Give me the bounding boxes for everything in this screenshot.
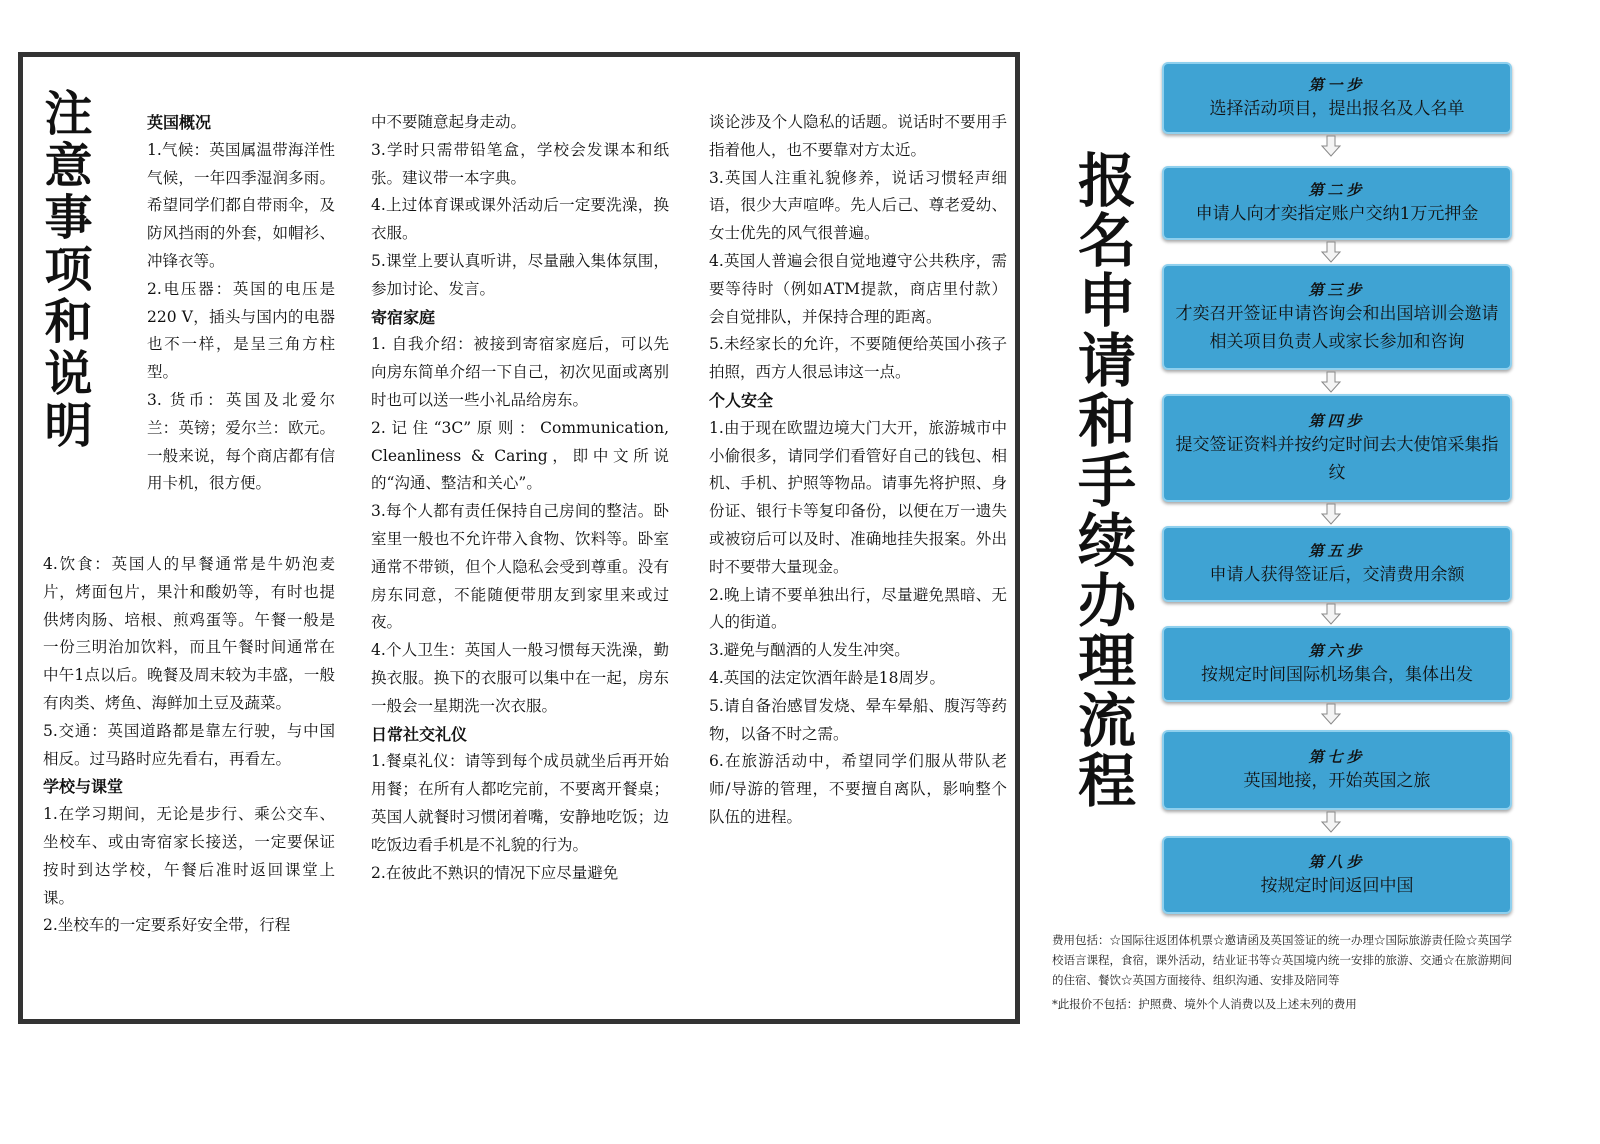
note-paragraph: 1.在学习期间，无论是步行、乘公交车、坐校车、或由寄宿家长接送，一定要保证按时到达学校，午餐后准时返回课堂上课。 <box>43 805 335 907</box>
step-label: 第六步 <box>1308 641 1366 660</box>
step-label: 第八步 <box>1308 852 1366 871</box>
step-label: 第二步 <box>1308 180 1366 199</box>
note-paragraph: 4.英国人普遍会很自觉地遵守公共秩序，需要等待时（例如ATM提款，商店里付款）会自觉排队，并保持合理的距离。 <box>709 251 1007 326</box>
notes-column-3 <box>709 109 1007 832</box>
note-paragraph: 6.在旅游活动中，希望同学们服从带队老师/导游的管理，不要擅自离队，影响整个队伍的进程。 <box>709 752 1007 826</box>
step-label: 第七步 <box>1308 747 1366 766</box>
step-label: 第五步 <box>1308 541 1366 560</box>
note-paragraph: 5.课堂上要认真听讲，尽量融入集体氛围，参加讨论、发言。 <box>371 251 669 298</box>
down-arrow-icon <box>1320 603 1342 625</box>
step-label: 第四步 <box>1308 411 1366 430</box>
section-heading: 学校与课堂 <box>43 777 124 797</box>
note-paragraph: 1.餐桌礼仪：请等到每个成员就坐后再开始用餐；在所有人都吃完前，不要离开餐桌；英国人就餐时习惯闭着嘴，安静地吃饭；边吃饭边看手机是不礼貌的行为。 <box>371 752 669 854</box>
note-paragraph: 3.学时只需带铅笔盒，学校会发课本和纸张。建议带一本字典。 <box>371 140 669 187</box>
step-box-1 <box>1162 62 1512 134</box>
notes-title: 注意事项和说明 <box>36 88 92 452</box>
notes-column-1b <box>43 551 335 940</box>
note-paragraph: 2.在彼此不熟识的情况下应尽量避免 <box>371 863 619 882</box>
section-heading: 英国概况 <box>147 113 212 132</box>
down-arrow-icon <box>1320 135 1342 157</box>
note-paragraph: 1.气候：英国属温带海洋性气候，一年四季湿润多雨。希望同学们都自带雨伞，及防风挡雨的外套，如帽衫、冲锋衣等。 <box>147 140 335 270</box>
note-paragraph: 1. 自我介绍：被接到寄宿家庭后，可以先向房东简单介绍一下自己，初次见面或离别时也可以送一些小礼品给房东。 <box>371 335 669 409</box>
step-text: 申请人获得签证后，交清费用余额 <box>1209 564 1465 585</box>
step-text: 选择活动项目，提出报名及人名单 <box>1209 98 1465 119</box>
step-label: 第三步 <box>1308 280 1366 299</box>
step-text: 按规定时间国际机场集合，集体出发 <box>1201 664 1473 685</box>
process-title: 报名申请和手续办理流程 <box>1068 150 1136 810</box>
step-text: 英国地接，开始英国之旅 <box>1243 770 1431 791</box>
down-arrow-icon <box>1320 811 1342 833</box>
note-paragraph: 5.未经家长的允许，不要随便给英国小孩子拍照，西方人很忌讳这一点。 <box>709 335 1007 382</box>
note-paragraph: 谈论涉及个人隐私的话题。说话时不要用手指着他人，也不要靠对方太近。 <box>709 113 1007 159</box>
note-paragraph: 3.英国人注重礼貌修养，说话习惯轻声细语，很少大声喧哗。先人后己、尊老爱幼、女士优先的风气很普遍。 <box>709 168 1007 243</box>
step-box-6 <box>1162 626 1512 702</box>
notes-column-2 <box>371 109 669 887</box>
step-box-5 <box>1162 526 1512 602</box>
note-paragraph: 4.个人卫生：英国人一般习惯每天洗澡，勤换衣服。换下的衣服可以集中在一起，房东一般会一星期洗一次衣服。 <box>371 641 669 715</box>
step-box-2 <box>1162 166 1512 240</box>
step-box-4 <box>1162 394 1512 502</box>
notes-panel <box>18 52 1020 1024</box>
fees-included: 费用包括：☆国际往返团体机票☆邀请函及英国签证的统一办理☆国际旅游责任险☆英国学校语言课程，食宿，课外活动，结业证书等☆英国境内统一安排的旅游、交通☆在旅游期间的住宿、餐饮☆英国方面接待、组织沟通、安排及陪同等 <box>1052 933 1512 987</box>
notes-column-1a <box>147 109 335 498</box>
step-text: 申请人向才奕指定账户交纳1万元押金 <box>1195 203 1479 224</box>
step-text: 按规定时间返回中国 <box>1260 875 1414 896</box>
note-paragraph: 3.避免与酗酒的人发生冲突。 <box>709 641 910 660</box>
section-heading: 个人安全 <box>709 390 774 410</box>
step-box-3 <box>1162 264 1512 370</box>
step-text: 才奕召开签证申请咨询会和出国培训会邀请相关项目负责人或家长参加和咨询 <box>1175 303 1499 352</box>
note-paragraph: 3. 货币：英国及北爱尔兰：英镑；爱尔兰：欧元。一般来说，每个商店都有信用卡机，很方便。 <box>147 390 335 493</box>
step-box-7 <box>1162 730 1512 810</box>
note-paragraph: 4.上过体育课或课外活动后一定要洗澡，换衣服。 <box>371 196 669 243</box>
step-text: 提交签证资料并按约定时间去大使馆采集指纹 <box>1175 434 1499 483</box>
section-heading: 寄宿家庭 <box>371 307 436 327</box>
note-paragraph: 中不要随意起身走动。 <box>371 113 527 131</box>
down-arrow-icon <box>1320 503 1342 525</box>
note-paragraph: 4.英国的法定饮酒年龄是18周岁。 <box>709 668 946 687</box>
note-paragraph: 1.由于现在欧盟边境大门大开，旅游城市中小偷很多，请同学们看管好自己的钱包、相机、手机、护照等物品。请事先将护照、身份证、银行卡等复印备份，以便在万一遗失或被窃后可以及时、准确地挂失报案。外出时不要带大量现金。 <box>709 418 1007 576</box>
note-paragraph: 2.坐校车的一定要系好安全带，行程 <box>43 916 291 935</box>
note-paragraph: 2.记住“3C”原则：Communication, Cleanliness & Caring，即中文所说的“沟通、整洁和关心”。 <box>371 418 669 493</box>
note-paragraph: 2.晚上请不要单独出行，尽量避免黑暗、无人的街道。 <box>709 585 1007 632</box>
down-arrow-icon <box>1320 241 1342 263</box>
step-label: 第一步 <box>1308 75 1366 94</box>
down-arrow-icon <box>1320 371 1342 393</box>
note-paragraph: 2.电压器：英国的电压是220 V，插头与国内的电器也不一样，是呈三角方柱型。 <box>147 279 335 382</box>
note-paragraph: 5.请自备治感冒发烧、晕车晕船、腹泻等药物，以备不时之需。 <box>709 696 1007 743</box>
section-heading: 日常社交礼仪 <box>371 724 468 744</box>
note-paragraph: 5.交通：英国道路都是靠左行驶，与中国相反。过马路时应先看右，再看左。 <box>43 721 335 768</box>
note-paragraph: 4.饮食：英国人的早餐通常是牛奶泡麦片，烤面包片，果汁和酸奶等，有时也提供烤肉肠、培根、煎鸡蛋等。午餐一般是一份三明治加饮料，而且午餐时间通常在中午1点以后。晚餐及周末较为丰盛，一般有肉类、烤鱼、海鲜加土豆及蔬菜。 <box>43 555 335 712</box>
fees-excluded: *此报价不包括：护照费、境外个人消费以及上述未列的费用 <box>1052 997 1357 1011</box>
step-box-8 <box>1162 836 1512 914</box>
down-arrow-icon <box>1320 703 1342 725</box>
note-paragraph: 3.每个人都有责任保持自己房间的整洁。卧室里一般也不允许带入食物、饮料等。卧室通常不带锁，但个人隐私会受到尊重。没有房东同意，不能随便带朋友到家里来或过夜。 <box>371 502 669 632</box>
fees-section <box>1052 930 1512 1014</box>
